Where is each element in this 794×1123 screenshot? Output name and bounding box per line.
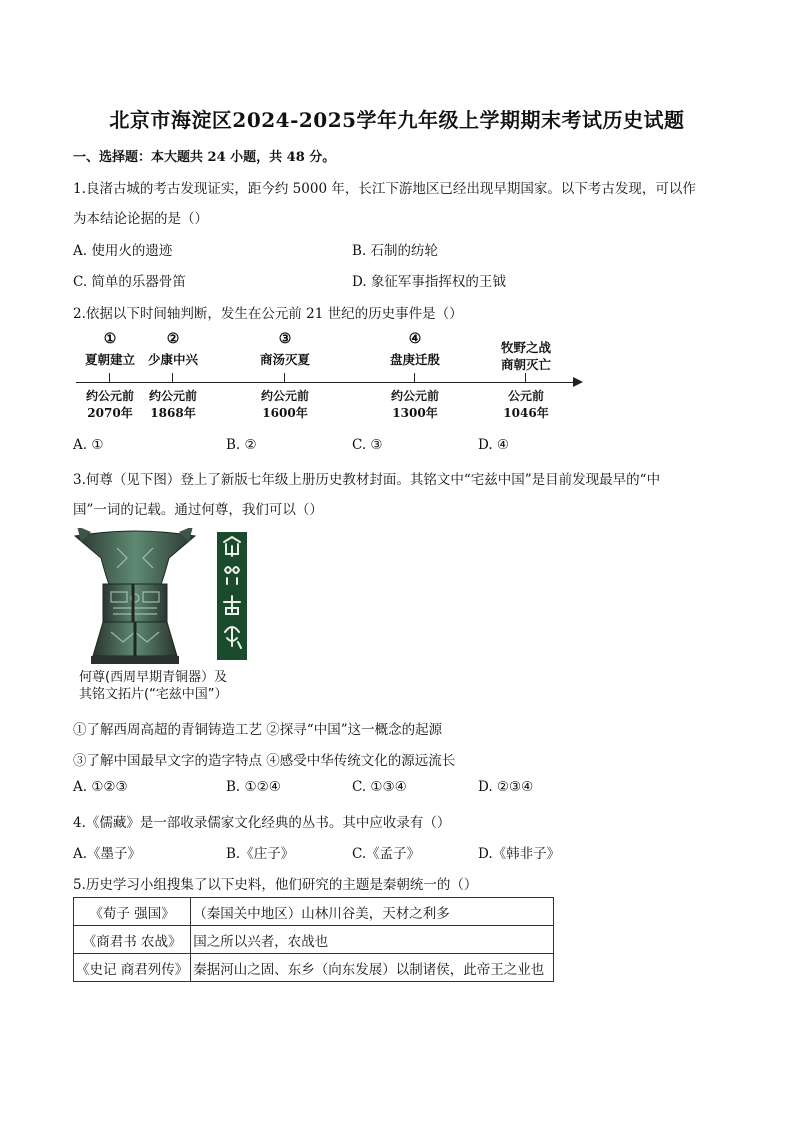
quote-cell: 国之所以兴者，农战也 xyxy=(191,926,554,954)
timeline-date-4: 约公元前 1300年 xyxy=(390,389,440,420)
q3-stem-line1: 3.何尊（见下图）登上了新版七年级上册历史教材封面。其铭文中“宅兹中国”是目前发现最早的“中 xyxy=(73,472,661,488)
section-heading: 一、选择题：本大题共 24 小题，共 48 分。 xyxy=(73,150,336,165)
q1-option-d[interactable]: D. 象征军事指挥权的王钺 xyxy=(352,274,506,290)
timeline-tick xyxy=(284,373,285,382)
q3-items-line2: ③了解中国最早文字的造字特点 ④感受中华传统文化的源远流长 xyxy=(73,753,456,769)
timeline-date-5: 公元前 1046年 xyxy=(503,389,549,420)
source-cell: 《荀子 强国》 xyxy=(74,898,191,926)
he-zun-vessel-image xyxy=(73,528,197,666)
q5-stem: 5.历史学习小组搜集了以下史料，他们研究的主题是秦朝统一的（） xyxy=(73,877,478,893)
timeline-tick xyxy=(414,373,415,382)
source-cell: 《史记 商君列传》 xyxy=(74,954,191,982)
q4-stem: 4.《儒藏》是一部收录儒家文化经典的丛书。其中应收录有（） xyxy=(73,815,451,831)
timeline-arrow-icon xyxy=(573,377,583,387)
timeline-figure xyxy=(73,330,593,422)
table-row xyxy=(74,926,554,954)
timeline-event-1: 夏朝建立 xyxy=(84,352,136,367)
q1-stem-line1: 1.良渚古城的考古发现证实，距今约 5000 年，长江下游地区已经出现早期国家。以下考古发现，可以作 xyxy=(73,181,696,197)
q3-stem-line2: 国”一词的记载。通过何尊，我们可以（） xyxy=(73,502,323,518)
q1-option-b[interactable]: B. 石制的纺轮 xyxy=(352,243,439,259)
quote-cell: 秦据河山之固、东乡（向东发展）以制诸侯，此帝王之业也 xyxy=(191,954,554,982)
timeline-event-4: 盘庚迁殷 xyxy=(389,352,441,367)
q2-option-c[interactable]: C. ③ xyxy=(352,437,383,453)
inscription-rubbing-image xyxy=(217,532,247,660)
timeline-event-5b: 商朝灭亡 xyxy=(500,357,552,372)
timeline-marker-4: ④ xyxy=(408,331,422,347)
timeline-tick xyxy=(525,373,526,382)
source-cell: 《商君书 农战》 xyxy=(74,926,191,954)
q4-option-a[interactable]: A.《墨子》 xyxy=(73,846,142,862)
q4-option-c[interactable]: C.《孟子》 xyxy=(352,846,421,862)
timeline-marker-2: ② xyxy=(166,331,180,347)
q3-option-c[interactable]: C. ①③④ xyxy=(352,779,407,795)
figure-caption: 何尊(西周早期青铜器）及 其铭文拓片(“宅兹中国”） xyxy=(79,670,228,702)
source-table xyxy=(73,897,554,982)
timeline-event-2: 少康中兴 xyxy=(147,352,199,367)
q4-option-d[interactable]: D.《韩非子》 xyxy=(478,846,561,862)
q1-stem-line2: 为本结论论据的是（） xyxy=(73,211,208,227)
timeline-date-2: 约公元前 1868年 xyxy=(148,389,198,420)
timeline-marker-3: ③ xyxy=(278,331,292,347)
quote-cell: （秦国关中地区）山林川谷美，天材之利多 xyxy=(191,898,554,926)
q2-option-d[interactable]: D. ④ xyxy=(478,437,510,453)
q1-option-c[interactable]: C. 简单的乐器骨笛 xyxy=(73,274,186,290)
q2-option-a[interactable]: A. ① xyxy=(73,437,104,453)
page-title: 北京市海淀区2024-2025学年九年级上学期期末考试历史试题 xyxy=(109,108,685,132)
q3-option-a[interactable]: A. ①②③ xyxy=(73,779,128,795)
q2-stem: 2.依据以下时间轴判断，发生在公元前 21 世纪的历史事件是（） xyxy=(73,306,463,322)
timeline-tick xyxy=(172,373,173,382)
q3-option-d[interactable]: D. ②③④ xyxy=(478,779,534,795)
q4-option-b[interactable]: B.《庄子》 xyxy=(226,846,295,862)
q2-option-b[interactable]: B. ② xyxy=(226,437,257,453)
timeline-axis xyxy=(76,382,576,383)
table-row xyxy=(74,954,554,982)
q3-option-b[interactable]: B. ①②④ xyxy=(226,779,281,795)
timeline-tick xyxy=(109,373,110,382)
q3-items-line1: ①了解西周高超的青铜铸造工艺 ②探寻“中国”这一概念的起源 xyxy=(73,722,443,738)
timeline-marker-1: ① xyxy=(103,331,117,347)
table-row xyxy=(74,898,554,926)
timeline-event-5a: 牧野之战 xyxy=(500,340,552,355)
timeline-event-3: 商汤灭夏 xyxy=(259,352,311,367)
timeline-date-1: 约公元前 2070年 xyxy=(85,389,135,420)
timeline-date-3: 约公元前 1600年 xyxy=(260,389,310,420)
q1-option-a[interactable]: A. 使用火的遗迹 xyxy=(73,243,173,259)
